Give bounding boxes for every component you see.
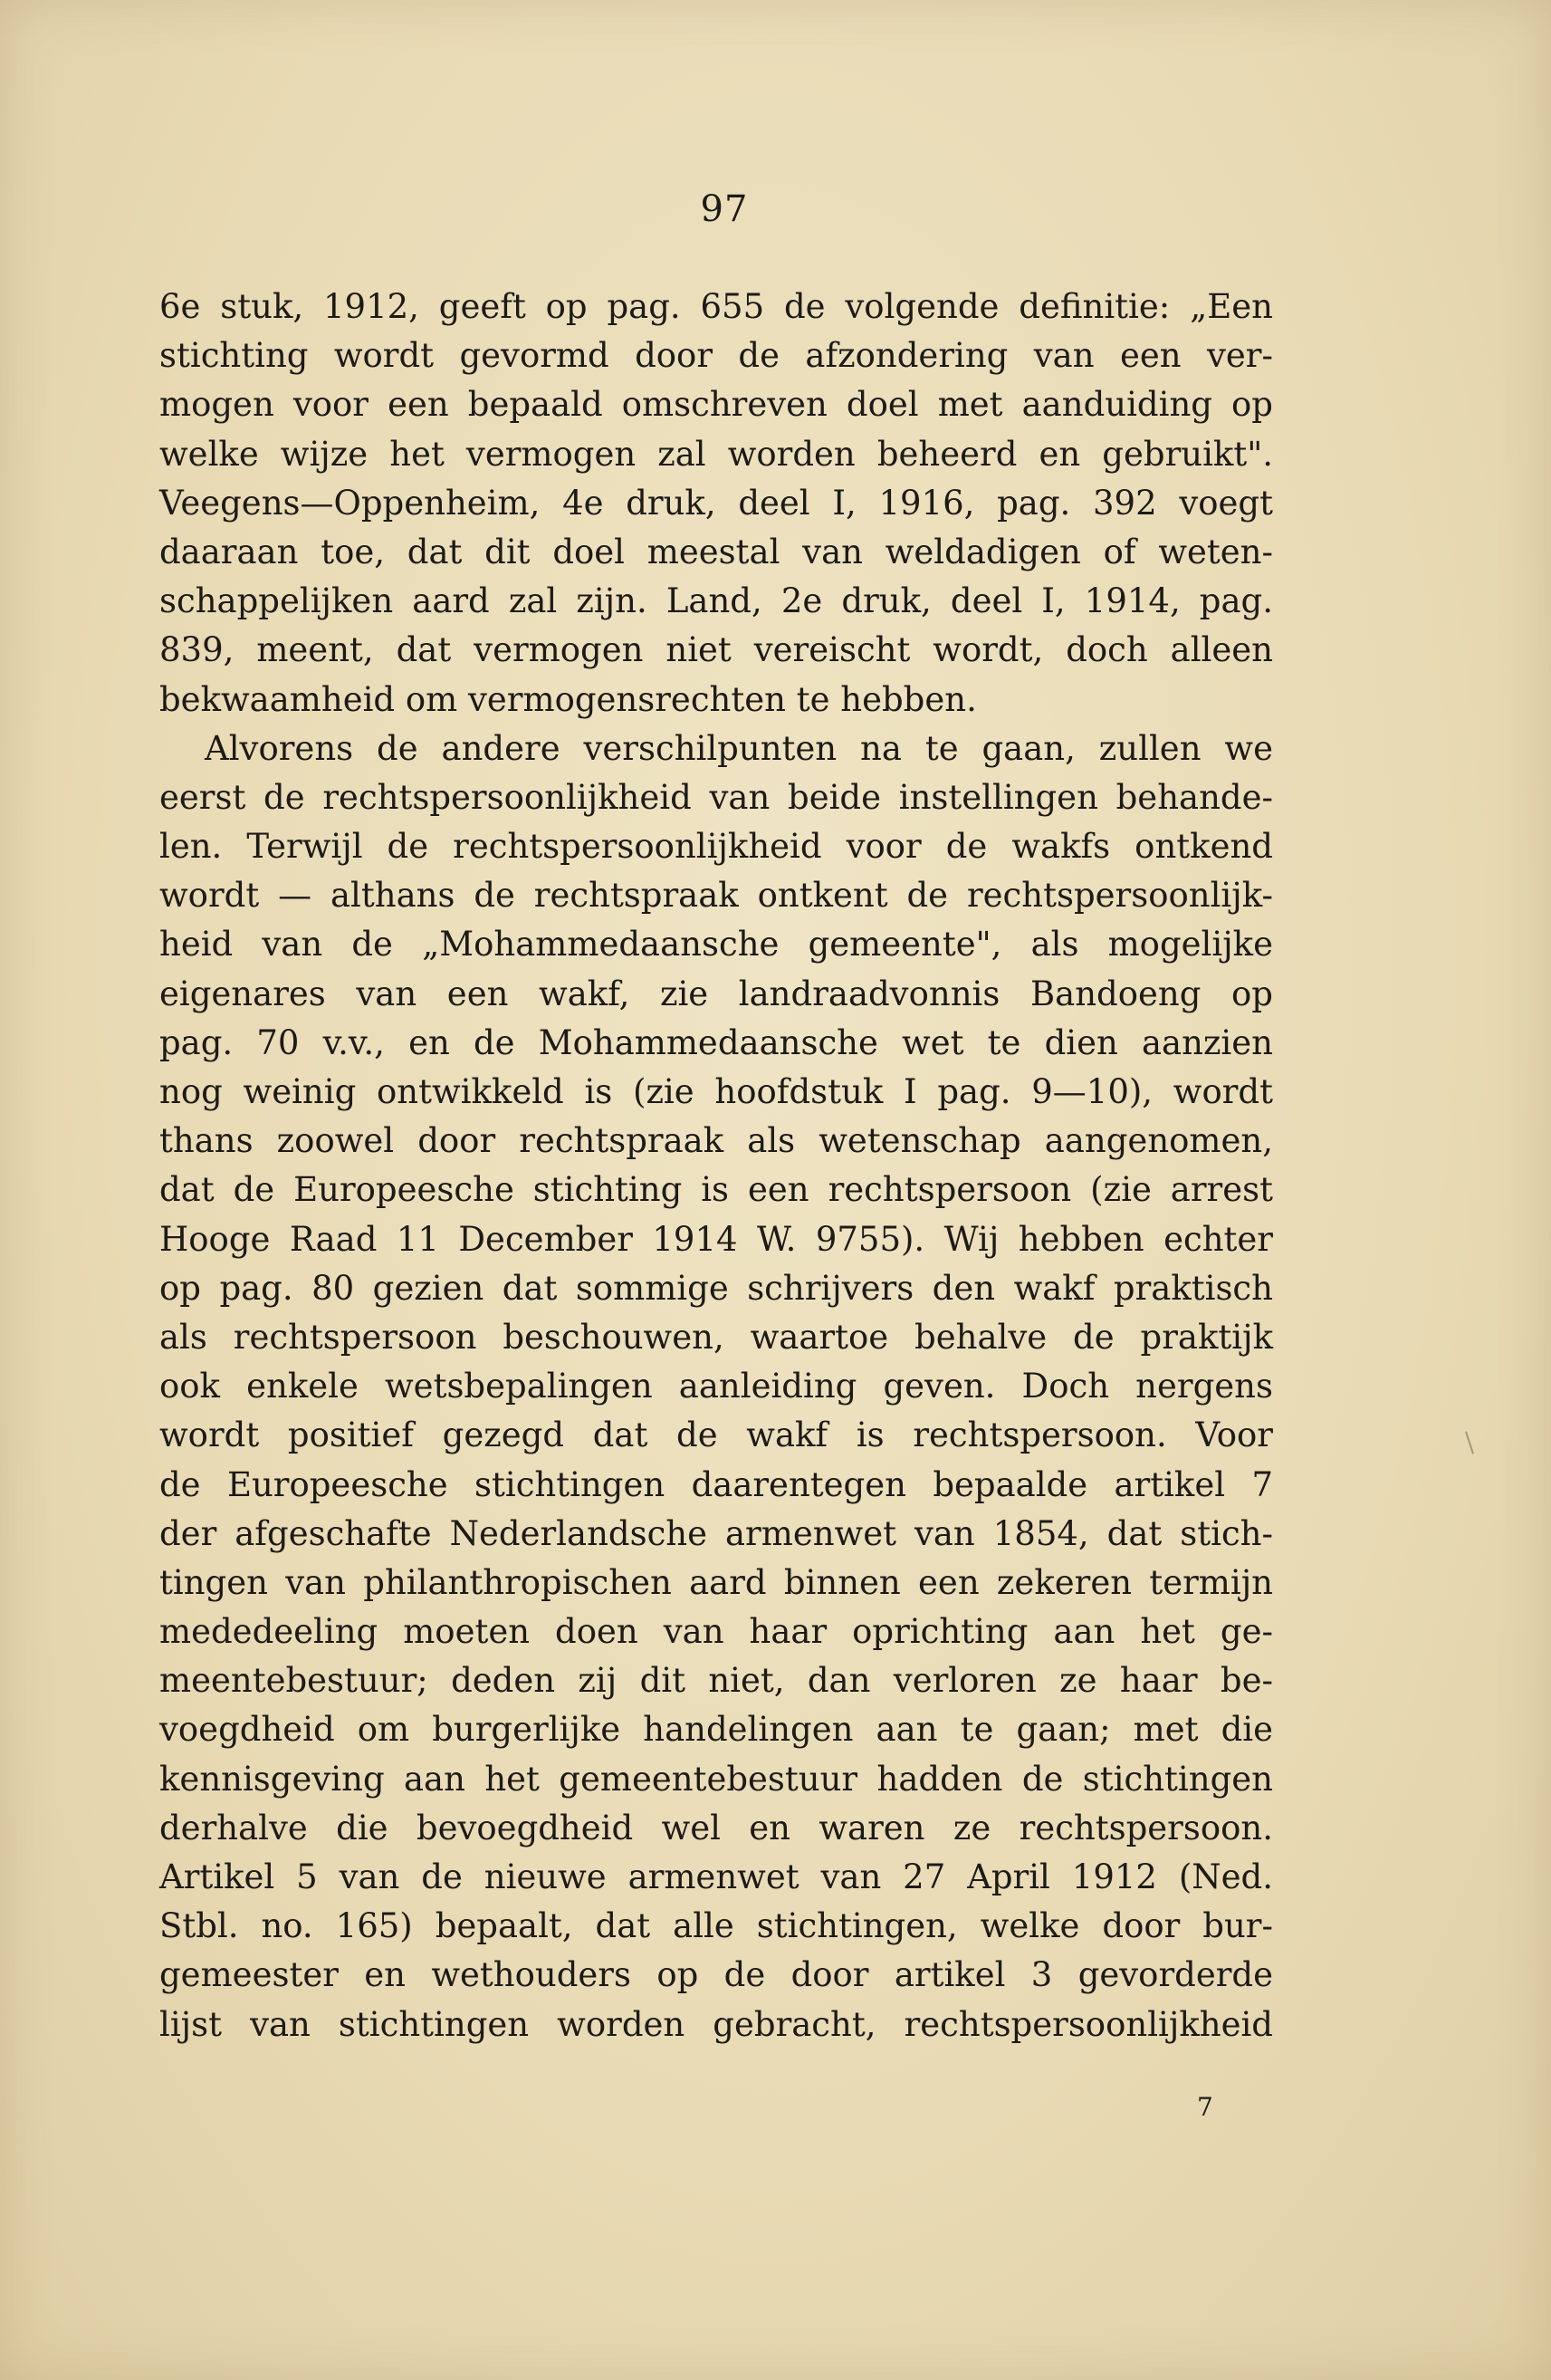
stray-pen-mark bbox=[1465, 1431, 1474, 1454]
text-line: mogen voor een bepaald omschreven doel met aanduiding op bbox=[159, 385, 1273, 425]
text-line: wordt positief gezegd dat de wakf is rechtspersoon. Voor bbox=[159, 1416, 1273, 1455]
text-line: ook enkele wetsbepalingen aanleiding geven. Doch nergens bbox=[159, 1367, 1273, 1406]
text-line: meentebestuur; deden zij dit niet, dan verloren ze haar be- bbox=[159, 1661, 1273, 1701]
text-line: 839, meent, dat vermogen niet vereischt wordt, doch alleen bbox=[159, 630, 1273, 670]
text-line: derhalve die bevoegdheid wel en waren ze rechtspersoon. bbox=[159, 1808, 1273, 1847]
paragraph-start-line: Alvorens de andere verschilpunten na te gaan, zullen we bbox=[205, 728, 1273, 768]
text-line: voegdheid om burgerlijke handelingen aan te gaan; met die bbox=[159, 1710, 1273, 1750]
text-line: schappelijken aard zal zijn. Land, 2e druk, deel I, 1914, pag. bbox=[159, 581, 1273, 621]
text-line: 6e stuk, 1912, geeft op pag. 655 de volgende definitie: „Een bbox=[159, 287, 1273, 326]
text-line: nog weinig ontwikkeld is (zie hoofdstuk I pag. 9—10), wordt bbox=[159, 1072, 1273, 1111]
text-line: de Europeesche stichtingen daarentegen bepaalde artikel 7 bbox=[159, 1464, 1273, 1504]
text-line: stichting wordt gevormd door de afzondering van een ver- bbox=[159, 336, 1273, 376]
text-line: len. Terwijl de rechtspersoonlijkheid voor de wakfs ontkend bbox=[159, 827, 1273, 867]
text-line: der afgeschafte Nederlandsche armenwet van 1854, dat stich- bbox=[159, 1513, 1273, 1553]
text-line: tingen van philanthropischen aard binnen een zekeren termijn bbox=[159, 1562, 1273, 1602]
text-line: heid van de „Mohammedaansche gemeente", als mogelijke bbox=[159, 925, 1273, 964]
text-line: wordt — althans de rechtspraak ontkent de rechtspersoonlijk- bbox=[159, 876, 1273, 916]
body-text bbox=[159, 283, 1273, 2049]
text-line: thans zoowel door rechtspraak als wetenschap aangenomen, bbox=[159, 1121, 1273, 1161]
text-line: pag. 70 v.v., en de Mohammedaansche wet te dien aanzien bbox=[159, 1022, 1273, 1062]
text-line: kennisgeving aan het gemeentebestuur hadden de stichtingen bbox=[159, 1759, 1273, 1799]
text-line: dat de Europeesche stichting is een rechtspersoon (zie arrest bbox=[159, 1170, 1273, 1210]
text-line: op pag. 80 gezien dat sommige schrijvers den wakf praktisch bbox=[159, 1268, 1273, 1308]
text-line: welke wijze het vermogen zal worden beheerd en gebruikt". bbox=[159, 434, 1273, 474]
page-number: 97 bbox=[700, 188, 749, 230]
text-line: Artikel 5 van de nieuwe armenwet van 27 April 1912 (Ned. bbox=[159, 1857, 1273, 1896]
text-line: Veegens—Oppenheim, 4e druk, deel I, 1916, pag. 392 voegt bbox=[159, 483, 1273, 523]
text-line: Stbl. no. 165) bepaalt, dat alle stichtingen, welke door bur- bbox=[159, 1906, 1273, 1946]
text-line: als rechtspersoon beschouwen, waartoe behalve de praktijk bbox=[159, 1317, 1273, 1357]
text-line: daaraan toe, dat dit doel meestal van weldadigen of weten- bbox=[159, 532, 1273, 571]
signature-mark: 7 bbox=[1197, 2092, 1213, 2122]
text-line: mededeeling moeten doen van haar oprichting aan het ge- bbox=[159, 1612, 1273, 1652]
text-line: eigenares van een wakf, zie landraadvonnis Bandoeng op bbox=[159, 974, 1273, 1013]
text-line: bekwaamheid om vermogensrechten te hebben. bbox=[159, 679, 977, 719]
text-line: lijst van stichtingen worden gebracht, rechtspersoonlijkheid bbox=[159, 2004, 1273, 2044]
text-line: eerst de rechtspersoonlijkheid van beide instellingen behande- bbox=[159, 777, 1273, 817]
text-line: Hooge Raad 11 December 1914 W. 9755). Wij hebben echter bbox=[159, 1219, 1273, 1259]
text-line: gemeester en wethouders op de door artikel 3 gevorderde bbox=[159, 1955, 1273, 1995]
